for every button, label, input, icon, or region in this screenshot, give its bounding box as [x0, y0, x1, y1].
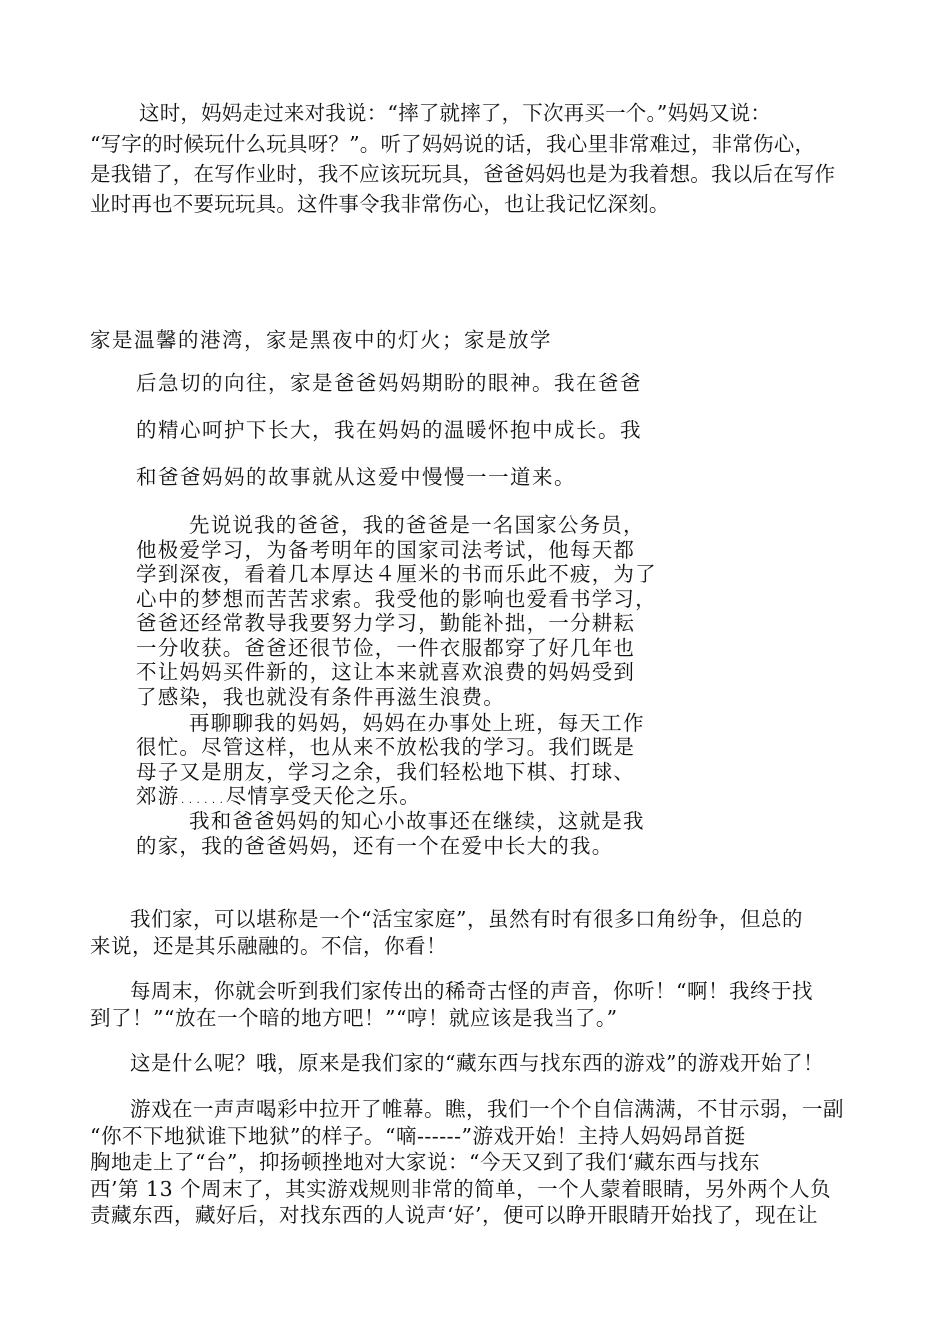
text-line: 游戏在一声声喝彩中拉开了帷幕。瞧，我们一个个自信满满，不甘示弱，一副	[130, 1097, 844, 1121]
text-line: 不让妈妈买件新的，这让本来就喜欢浪费的妈妈受到	[136, 660, 636, 684]
text-line: 我们家，可以堪称是一个“活宝家庭”，虽然有时有很多口角纷争，但总的	[130, 907, 803, 931]
text-line: 来说，还是其乐融融的。不信，你看！	[90, 934, 447, 958]
text-line: 这时，妈妈走过来对我说：“摔了就摔了，下次再买一个。”妈妈又说：	[139, 101, 772, 125]
text-line: 家是温馨的港湾，家是黑夜中的灯火；家是放学	[90, 328, 552, 352]
text-line: 每周末，你就会听到我们家传出的稀奇古怪的声音，你听！“啊！我终于找	[130, 979, 813, 1003]
text-line: 心中的梦想而苦苦求索。我受他的影响也爱看书学习，	[136, 587, 657, 611]
text-line: 母子又是朋友，学习之余，我们轻松地下棋、打球、	[136, 760, 636, 784]
text-line: 这是什么呢？哦，原来是我们家的“藏东西与找东西的游戏”的游戏开始了！	[130, 1051, 824, 1075]
text-line: 再聊聊我的妈妈，妈妈在办事处上班，每天工作	[189, 711, 645, 735]
text-line: 后急切的向往，家是爸爸妈妈期盼的眼神。我在爸爸	[136, 371, 642, 395]
text-line: 很忙。尽管这样，也从来不放松我的学习。我们既是	[136, 735, 636, 759]
text-line: 到了！”“放在一个暗的地方吧！”“哼！就应该是我当了。”	[90, 1006, 618, 1030]
text-line: 了感染，我也就没有条件再滋生浪费。	[136, 685, 505, 709]
text-line: 是我错了，在写作业时，我不应该玩玩具，爸爸妈妈也是为我着想。我以后在写作	[90, 162, 836, 186]
text-line: 的精心呵护下长大，我在妈妈的温暖怀抱中成长。我	[136, 418, 642, 442]
text-line: 我和爸爸妈妈的知心小故事还在继续，这就是我	[189, 809, 645, 833]
text-line: 业时再也不要玩玩具。这件事令我非常伤心，也让我记忆深刻。	[90, 192, 670, 216]
text-line: 一分收获。爸爸还很节俭，一件衣服都穿了好几年也	[136, 636, 636, 660]
text-line: “你不下地狱谁下地狱”的样子。“嘀------”游戏开始！主持人妈妈昂首挺	[90, 1124, 746, 1148]
text-line: “写字的时候玩什么玩具呀？”。听了妈妈说的话，我心里非常难过，非常伤心，	[90, 132, 816, 156]
text-line: 的家，我的爸爸妈妈，还有一个在爱中长大的我。	[136, 834, 614, 858]
text-line: 先说说我的爸爸，我的爸爸是一名国家公务员，	[189, 513, 645, 537]
text-line: 爸爸还经常教导我要努力学习，勤能补拙，一分耕耘	[136, 611, 636, 635]
text-line: 责藏东西，藏好后，对找东西的人说声‘好’，便可以睁开眼睛开始找了，现在让	[90, 1203, 819, 1227]
text-line: 西’第 13 个周末了，其实游戏规则非常的简单，一个人蒙着眼睛，另外两个人负	[90, 1177, 832, 1201]
text-line: 学到深夜，看着几本厚达４厘米的书而乐此不疲，为了	[136, 562, 657, 586]
text-line: 胸地走上了“台”，抑扬顿挫地对大家说：“今天又到了我们‘藏东西与找东	[90, 1150, 760, 1174]
text-line: 郊游......尽情享受天伦之乐。	[136, 784, 421, 808]
text-line: 他极爱学习，为备考明年的国家司法考试，他每天都	[136, 538, 636, 562]
text-line: 和爸爸妈妈的故事就从这爱中慢慢一一道来。	[136, 465, 576, 489]
